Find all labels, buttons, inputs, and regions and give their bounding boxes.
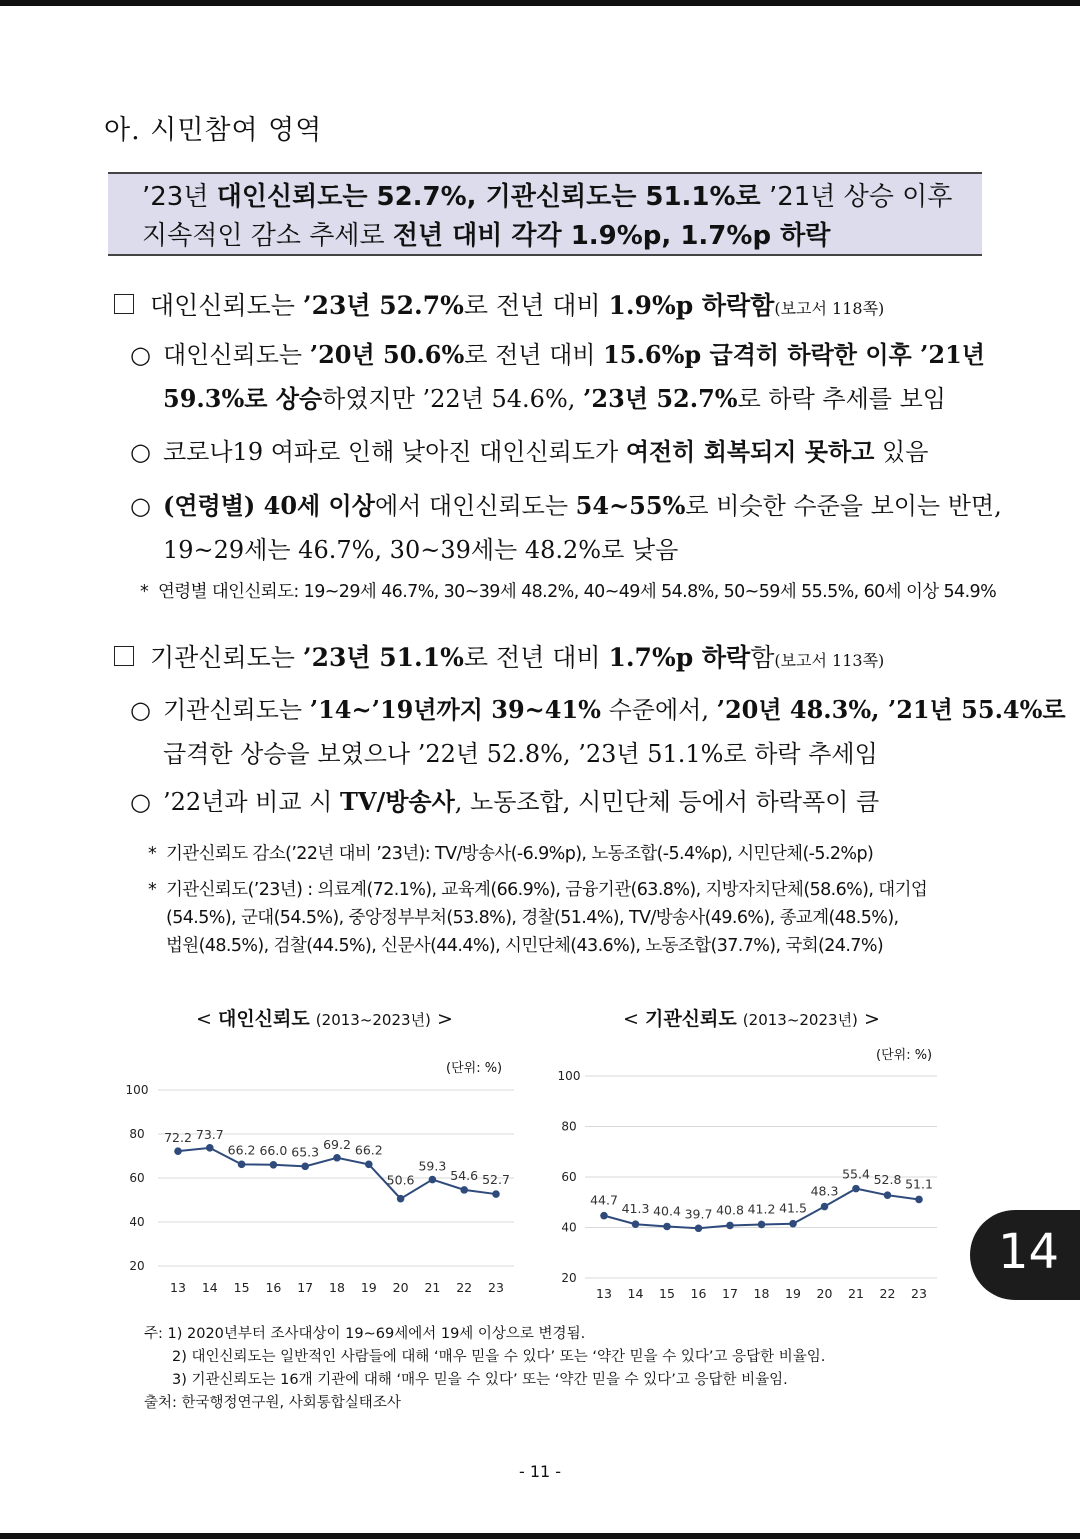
bullet-bold: 54~55%	[575, 491, 686, 520]
y-tick-label: 80	[129, 1127, 145, 1141]
bullet-bold: ’20년 50.6%	[309, 340, 465, 369]
circle-bullet-icon: ○	[130, 696, 151, 724]
note-text: 기관신뢰도 감소(’22년 대비 ’23년): TV/방송사(-6.9%p), 노동조합(-5.4%p), 시민단체(-5.2%p)	[166, 844, 874, 864]
data-point	[429, 1176, 437, 1184]
x-tick-label: 22	[456, 1280, 473, 1295]
checkbox-square-icon	[114, 294, 134, 314]
data-label: 39.7	[684, 1206, 713, 1222]
data-point	[789, 1220, 797, 1228]
data-label: 66.2	[227, 1142, 256, 1158]
note-institutions	[148, 876, 927, 960]
data-label: 41.2	[747, 1201, 776, 1217]
top-rule	[0, 0, 1080, 6]
note-text: 기관신뢰도(’23년) : 의료계(72.1%), 교육계(66.9%), 금융기관(63.8%), 지방자치단체(58.6%), 대기업	[166, 880, 928, 900]
summary-text: ’23년	[142, 182, 217, 212]
bullet-bold: ’20년 48.3%, ’21년 55.4%로	[716, 695, 1066, 724]
asterisk-marker: *	[148, 880, 157, 900]
heading-text: 대인신뢰도는	[150, 291, 303, 320]
bullet-text: , 노동조합, 시민단체 등에서 하락폭이 큼	[454, 788, 880, 816]
x-tick-label: 23	[488, 1280, 504, 1295]
data-point	[460, 1186, 468, 1194]
y-tick-label: 80	[561, 1119, 577, 1134]
page-badge-number: 14	[998, 1224, 1060, 1280]
data-label: 40.8	[716, 1202, 744, 1218]
bullet-5	[130, 780, 980, 824]
data-point	[726, 1222, 734, 1230]
note-age-groups	[140, 578, 996, 606]
heading-bold: ’23년 51.1%	[302, 643, 464, 672]
chart1-title: < 대인신뢰도 (2013~2023년) >	[196, 1008, 453, 1030]
circle-bullet-icon: ○	[130, 341, 151, 369]
footnote-2: 2) 대인신뢰도는 일반적인 사람들에 대해 ‘매우 믿을 수 있다’ 또는 ‘약간 믿을 수 있다’고 응답한 비율임.	[172, 1349, 826, 1365]
data-label: 54.6	[450, 1167, 479, 1183]
chart2-unit: (단위: %)	[876, 1048, 933, 1063]
page-badge	[970, 1210, 1080, 1300]
x-tick-label: 19	[360, 1280, 377, 1295]
chart1-interpersonal-trust	[110, 1070, 530, 1310]
data-label: 52.8	[873, 1172, 902, 1188]
x-tick-label: 15	[233, 1280, 250, 1295]
bullet-text: 하였지만 ’22년 54.6%,	[322, 385, 584, 413]
summary-bold: 대인신뢰도는 52.7%, 기관신뢰도는 51.1%로	[216, 182, 761, 212]
heading-text: 로 전년 대비	[463, 291, 609, 320]
data-label: 48.3	[810, 1183, 839, 1199]
data-label: 65.3	[291, 1144, 320, 1160]
y-tick-label: 100	[125, 1083, 149, 1097]
circle-bullet-icon: ○	[130, 492, 151, 520]
footnote-3: 3) 기관신뢰도는 16개 기관에 대해 ‘매우 믿을 수 있다’ 또는 ‘약간 믿을 수 있다’고 응답한 비율임.	[172, 1372, 788, 1388]
summary-bold: 전년 대비 각각 1.9%p, 1.7%p 하락	[392, 221, 831, 251]
heading-bold: 1.9%p 하락함	[608, 291, 775, 320]
bullet-bold: 여전히 회복되지 못하고	[625, 437, 875, 466]
x-tick-label: 15	[659, 1286, 675, 1301]
heading-text: 기관신뢰도는	[150, 643, 303, 672]
chart2-subtitle: (2013~2023년)	[742, 1011, 858, 1029]
x-tick-label: 17	[722, 1286, 738, 1301]
summary-text: ’21년 상승 이후	[760, 182, 953, 212]
data-point	[695, 1224, 703, 1232]
data-label: 52.7	[482, 1172, 510, 1188]
data-label: 66.0	[259, 1142, 288, 1158]
chart1-unit: (단위: %)	[446, 1061, 503, 1076]
data-point	[238, 1161, 246, 1169]
data-point	[821, 1203, 829, 1211]
data-label: 55.4	[842, 1166, 870, 1182]
summary-text: 지속적인 감소 추세로	[142, 221, 393, 251]
data-label: 69.2	[323, 1136, 351, 1152]
data-label: 41.5	[779, 1200, 807, 1216]
data-label: 50.6	[386, 1172, 415, 1188]
heading-institutional-trust	[114, 638, 884, 674]
bullet-text: 기관신뢰도는	[163, 696, 310, 724]
x-tick-label: 16	[690, 1286, 707, 1301]
bottom-rule	[0, 1533, 1080, 1539]
chart2-title-text: 기관신뢰도	[644, 1008, 737, 1030]
data-label: 59.3	[418, 1158, 447, 1174]
data-point	[915, 1196, 923, 1204]
bullet-bold: 59.3%로 상승	[163, 384, 323, 413]
data-point	[206, 1144, 214, 1152]
x-tick-label: 13	[170, 1280, 186, 1295]
bullet-bold: ’14~’19년까지 39~41%	[309, 695, 601, 724]
y-tick-label: 40	[129, 1215, 145, 1229]
x-tick-label: 18	[329, 1280, 345, 1295]
chart2-institutional-trust	[545, 1060, 945, 1310]
x-tick-label: 14	[201, 1280, 218, 1295]
report-reference: (보고서 118쪽)	[774, 299, 885, 318]
bullet-1	[130, 333, 985, 421]
data-label: 44.7	[590, 1192, 618, 1208]
data-point	[884, 1191, 892, 1199]
data-point	[174, 1147, 182, 1155]
checkbox-square-icon	[114, 646, 134, 666]
bullet-3	[130, 484, 1002, 572]
bullet-bold: TV/방송사	[339, 787, 455, 816]
bullet-text: 급격한 상승을 보였으나 ’22년 52.8%, ’23년 51.1%로 하락 추세임	[163, 740, 878, 768]
bullet-text: 로 전년 대비	[464, 341, 604, 369]
x-tick-label: 14	[627, 1286, 644, 1301]
chart1-title-text: 대인신뢰도	[217, 1008, 310, 1030]
chart1-subtitle: (2013~2023년)	[315, 1011, 431, 1029]
y-tick-label: 60	[129, 1171, 145, 1185]
bullet-text: ’22년과 비교 시	[163, 788, 340, 816]
data-point	[852, 1185, 860, 1193]
x-tick-label: 22	[879, 1286, 896, 1301]
bullet-text: 19~29세는 46.7%, 30~39세는 48.2%로 낮음	[163, 536, 679, 564]
data-point	[397, 1195, 405, 1203]
y-tick-label: 100	[557, 1069, 581, 1083]
data-point	[632, 1220, 640, 1228]
bullet-text: 대인신뢰도는	[163, 341, 310, 369]
summary-box	[108, 172, 982, 256]
data-point	[270, 1161, 278, 1169]
bullet-2	[130, 430, 980, 474]
x-tick-label: 16	[265, 1280, 282, 1295]
bullet-text: 수준에서,	[600, 696, 717, 724]
asterisk-marker: *	[140, 582, 149, 602]
heading-interpersonal-trust	[114, 286, 884, 322]
bullet-text: 있음	[874, 438, 929, 466]
data-point	[365, 1161, 373, 1169]
data-label: 73.7	[195, 1126, 224, 1142]
data-label: 66.2	[354, 1142, 383, 1158]
data-label: 51.1	[905, 1176, 933, 1192]
x-tick-label: 19	[785, 1286, 801, 1301]
circle-bullet-icon: ○	[130, 438, 151, 466]
bullet-bold: ’23년 52.7%	[583, 384, 738, 413]
heading-bold: 1.7%p 하락	[608, 643, 751, 672]
x-tick-label: 21	[848, 1286, 864, 1301]
note-decrease	[148, 840, 873, 868]
note-text: 법원(48.5%), 검찰(44.5%), 신문사(44.4%), 시민단체(43.6%), 노동조합(37.7%), 국회(24.7%)	[166, 936, 884, 956]
report-reference: (보고서 113쪽)	[774, 651, 885, 670]
data-point	[492, 1190, 500, 1198]
y-tick-label: 40	[561, 1220, 577, 1235]
footnote-source: 출처: 한국행정연구원, 사회통합실태조사	[144, 1395, 401, 1411]
y-tick-label: 20	[129, 1259, 145, 1273]
note-text: (54.5%), 군대(54.5%), 중앙정부부처(53.8%), 경찰(51.4%), TV/방송사(49.6%), 종교계(48.5%),	[166, 908, 899, 928]
x-tick-label: 21	[424, 1280, 441, 1295]
footnote-1: 주: 1) 2020년부터 조사대상이 19∼69세에서 19세 이상으로 변경됨.	[144, 1326, 586, 1342]
x-tick-label: 18	[753, 1286, 770, 1301]
data-label: 72.2	[164, 1130, 192, 1146]
data-point	[301, 1163, 309, 1171]
data-point	[333, 1154, 341, 1162]
note-text: 연령별 대인신뢰도: 19~29세 46.7%, 30~39세 48.2%, 40~49세 54.8%, 50~59세 55.5%, 60세 이상 54.9%	[158, 582, 997, 602]
asterisk-marker: *	[148, 844, 157, 864]
data-point	[600, 1212, 608, 1220]
heading-text: 로 전년 대비	[463, 643, 609, 672]
x-tick-label: 23	[911, 1286, 927, 1301]
x-tick-label: 13	[596, 1286, 612, 1301]
circle-bullet-icon: ○	[130, 788, 151, 816]
heading-text: 함	[750, 643, 775, 672]
bullet-text: 에서 대인신뢰도는	[374, 492, 576, 520]
data-label: 41.3	[621, 1201, 650, 1217]
heading-bold: ’23년 52.7%	[302, 291, 464, 320]
data-point	[663, 1223, 671, 1231]
section-title: 아. 시민참여 영역	[104, 115, 323, 146]
bullet-4	[130, 688, 1066, 776]
x-tick-label: 17	[297, 1280, 314, 1295]
bullet-text: 코로나19 여파로 인해 낮아진 대인신뢰도가	[163, 438, 626, 466]
data-label: 40.4	[653, 1203, 681, 1219]
x-tick-label: 20	[392, 1280, 409, 1295]
page-number: - 11 -	[518, 1462, 562, 1481]
bullet-bold: 15.6%p 급격히 하락한 이후 ’21년	[603, 340, 985, 369]
bullet-text: 로 하락 추세를 보임	[737, 385, 946, 413]
bullet-bold: (연령별) 40세 이상	[163, 491, 375, 520]
chart2-title: < 기관신뢰도 (2013~2023년) >	[623, 1008, 880, 1030]
y-tick-label: 60	[561, 1170, 577, 1184]
data-point	[758, 1221, 766, 1229]
y-tick-label: 20	[561, 1271, 577, 1285]
bullet-text: 로 비슷한 수준을 보이는 반면,	[685, 492, 1002, 520]
x-tick-label: 20	[816, 1286, 833, 1301]
